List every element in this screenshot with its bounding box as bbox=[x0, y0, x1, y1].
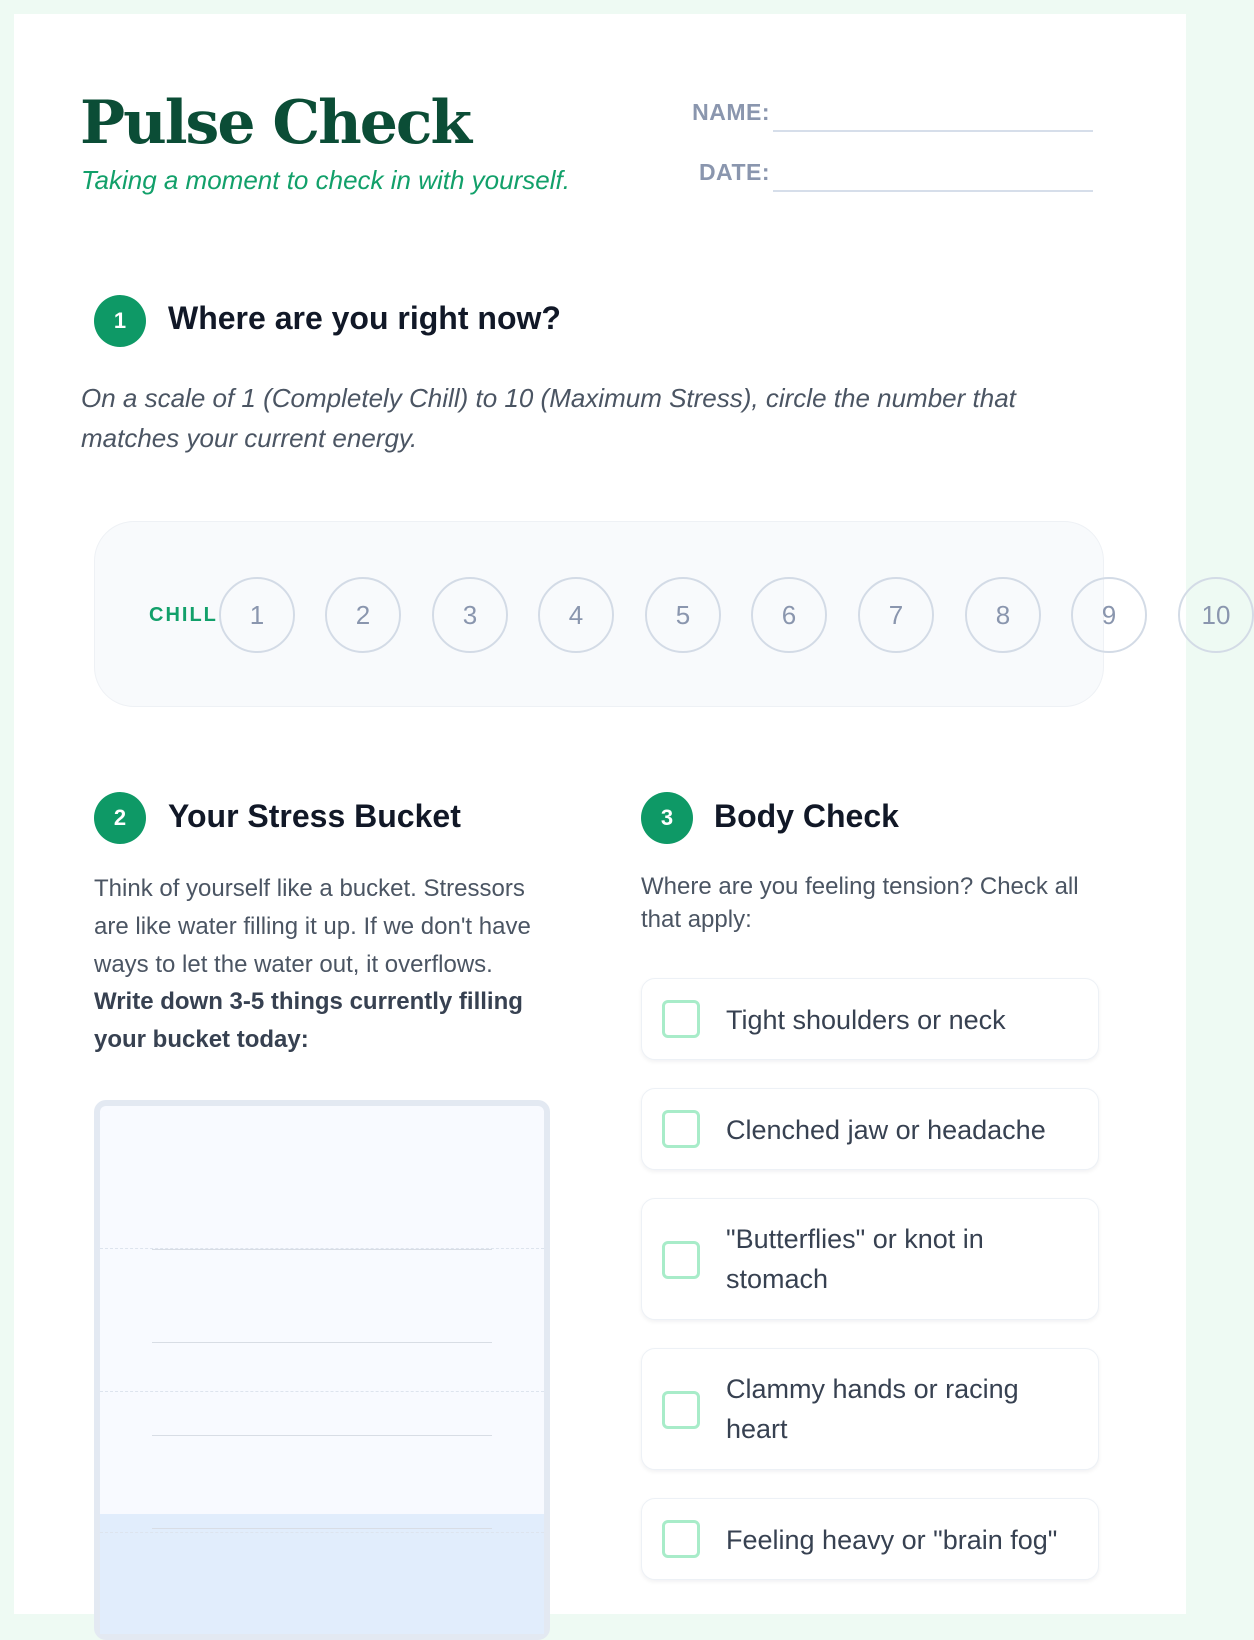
body-check-option-shoulders[interactable] bbox=[641, 978, 1099, 1060]
scale-instructions: On a scale of 1 (Completely Chill) to 10 (Maximum Stress), circle the number that matches your current energy. bbox=[81, 383, 1016, 453]
scale-option-3[interactable]: 3 bbox=[432, 577, 508, 653]
body-check-option-jaw[interactable] bbox=[641, 1088, 1099, 1170]
page-title: Pulse Check bbox=[80, 88, 471, 158]
bucket-writing-line[interactable] bbox=[152, 1528, 492, 1529]
body-check-option-brain-fog[interactable] bbox=[641, 1498, 1099, 1580]
scale-label-chill: CHILL bbox=[149, 604, 218, 626]
date-field[interactable] bbox=[773, 190, 1093, 192]
section-title-stress-bucket: Your Stress Bucket bbox=[168, 798, 461, 834]
section-number-badge: 1 bbox=[94, 295, 146, 347]
option-label: Clenched jaw or headache bbox=[726, 1115, 1046, 1145]
bucket-writing-line[interactable] bbox=[152, 1435, 492, 1436]
option-label: Feeling heavy or "brain fog" bbox=[726, 1525, 1058, 1555]
checkbox[interactable] bbox=[662, 1520, 700, 1558]
bucket-level-divider bbox=[100, 1532, 544, 1533]
scale-option-9[interactable]: 9 bbox=[1071, 577, 1147, 653]
body-check-option-stomach[interactable] bbox=[641, 1198, 1099, 1320]
scale-option-2[interactable]: 2 bbox=[325, 577, 401, 653]
bucket-writing-line[interactable] bbox=[152, 1342, 492, 1343]
scale-option-8[interactable]: 8 bbox=[965, 577, 1041, 653]
scale-option-1[interactable]: 1 bbox=[219, 577, 295, 653]
body-check-option-heart[interactable] bbox=[641, 1348, 1099, 1470]
checkbox[interactable] bbox=[662, 1110, 700, 1148]
section-title-body-check: Body Check bbox=[714, 798, 899, 834]
scale-option-7[interactable]: 7 bbox=[858, 577, 934, 653]
name-field[interactable] bbox=[773, 130, 1093, 132]
option-label: Tight shoulders or neck bbox=[726, 1005, 1006, 1035]
bucket-level-divider bbox=[100, 1391, 544, 1392]
option-label: heart bbox=[726, 1414, 788, 1444]
scale-option-5[interactable]: 5 bbox=[645, 577, 721, 653]
bucket-description-line: ways to let the water out, it overflows. bbox=[94, 951, 493, 978]
option-label: "Butterflies" or knot in bbox=[726, 1224, 984, 1254]
scale-option-6[interactable]: 6 bbox=[751, 577, 827, 653]
checkbox[interactable] bbox=[662, 1241, 700, 1279]
option-label: Clammy hands or racing bbox=[726, 1374, 1019, 1404]
section-title-where-are-you: Where are you right now? bbox=[168, 300, 561, 336]
scale-option-10[interactable]: 10 bbox=[1178, 577, 1254, 653]
option-label: stomach bbox=[726, 1264, 829, 1294]
bucket-writing-line[interactable] bbox=[152, 1249, 492, 1250]
stress-bucket[interactable] bbox=[94, 1100, 550, 1640]
name-label: NAME: bbox=[692, 99, 770, 125]
section-number-badge: 3 bbox=[641, 792, 693, 844]
checkbox[interactable] bbox=[662, 1391, 700, 1429]
bucket-prompt-line: your bucket today: bbox=[94, 1026, 309, 1053]
body-check-prompt-line: Where are you feeling tension? Check all bbox=[641, 873, 1079, 900]
body-check-prompt-line: that apply: bbox=[641, 906, 752, 933]
bucket-description-line: are like water filling it up. If we don't have bbox=[94, 913, 531, 940]
section-number-badge: 2 bbox=[94, 792, 146, 844]
scale-option-4[interactable]: 4 bbox=[538, 577, 614, 653]
page-subtitle: Taking a moment to check in with yourself. bbox=[81, 165, 570, 195]
bucket-description-line: Think of yourself like a bucket. Stressors bbox=[94, 875, 525, 902]
date-label: DATE: bbox=[698, 159, 770, 185]
bucket-prompt-line: Write down 3-5 things currently filling bbox=[94, 988, 523, 1015]
checkbox[interactable] bbox=[662, 1000, 700, 1038]
